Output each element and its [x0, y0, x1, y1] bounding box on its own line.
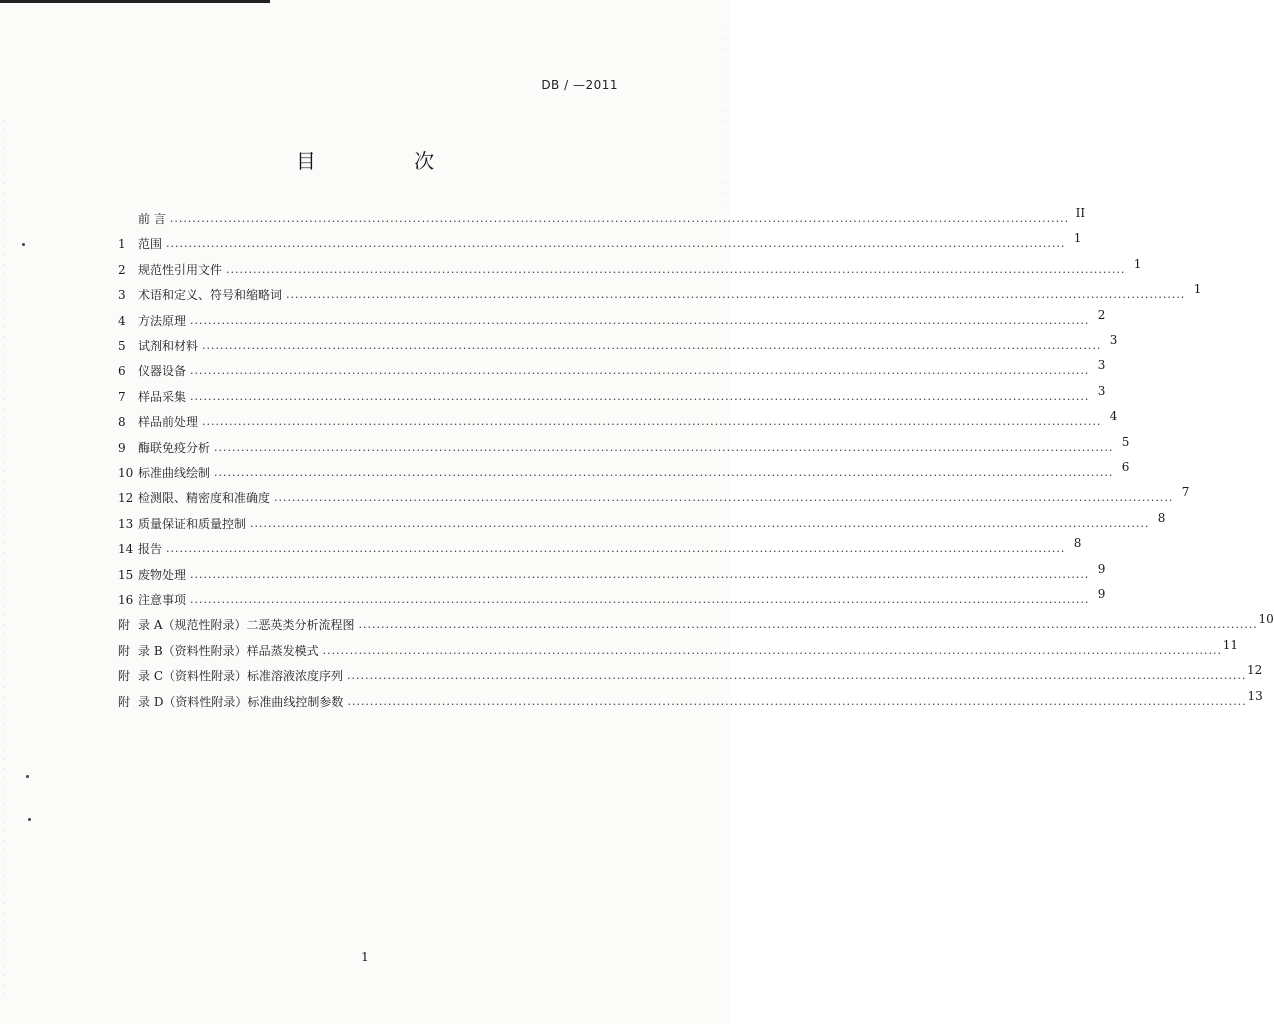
toc-entry-label: 酶联免疫分析: [138, 440, 211, 455]
toc-entry-label: 录 C（资料性附录）标准溶液浓度序列: [138, 669, 343, 684]
toc-entry[interactable]: [118, 535, 1082, 557]
toc-entry-number: 9: [118, 440, 126, 455]
toc-entry-number: 4: [118, 313, 126, 328]
toc-dot-leader: ........................................................................................................................................................................................................: [250, 516, 1150, 530]
scan-edge-noise: [722, 30, 723, 210]
toc-entry-page: 1: [1073, 231, 1082, 246]
toc-entry-page: 4: [1109, 409, 1118, 424]
toc-dot-leader: ........................................................................................................................................................................................................: [190, 313, 1090, 327]
toc-entry-number: 附: [118, 694, 131, 709]
scan-speck: [22, 243, 25, 246]
toc-dot-leader: ........................................................................................................................................................................................................: [322, 643, 1222, 657]
toc-dot-leader: ........................................................................................................................................................................................................: [202, 415, 1102, 429]
toc-dot-leader: ........................................................................................................................................................................................................: [190, 389, 1090, 403]
toc-entry-label: 仪器设备: [138, 364, 187, 379]
toc-entry-label: 方法原理: [138, 313, 187, 328]
toc-entry-label: 样品采集: [138, 389, 187, 404]
toc-entry-page: 8: [1157, 510, 1166, 525]
toc-entry-label: 术语和定义、符号和缩略词: [138, 288, 283, 303]
toc-entry[interactable]: [118, 561, 1106, 583]
toc-dot-leader: ........................................................................................................................................................................................................: [226, 262, 1126, 276]
toc-entry-label: 录 D（资料性附录）标准曲线控制参数: [138, 694, 344, 709]
toc-entry-label: 录 B（资料性附录）样品蒸发模式: [138, 643, 319, 658]
toc-entry-number: 5: [118, 339, 126, 353]
toc-dot-leader: ........................................................................................................................................................................................................: [286, 288, 1186, 302]
toc-entry-number: 7: [118, 389, 126, 404]
toc-entry-number: 附: [118, 669, 131, 684]
page-number: 1: [361, 950, 369, 964]
toc-entry-page: 2: [1097, 307, 1106, 322]
toc-entry-number: 6: [118, 364, 126, 379]
page-title: 目 次: [295, 149, 481, 173]
toc-entry-number: 8: [118, 415, 126, 430]
toc-entry[interactable]: [118, 230, 1082, 252]
standard-code: DB / —2011: [541, 78, 618, 92]
toc-entry-number: 12: [118, 491, 134, 506]
toc-dot-leader: ........................................................................................................................................................................................................: [190, 593, 1090, 606]
toc-entry-number: 15: [118, 567, 134, 582]
toc-entry-page: 10: [1258, 612, 1274, 627]
toc-entry-label: 录 A（规范性附录）二恶英类分析流程图: [138, 618, 355, 633]
toc-entry[interactable]: [118, 307, 1106, 329]
toc-entry[interactable]: [118, 205, 1086, 227]
toc-dot-leader: ........................................................................................................................................................................................................: [166, 237, 1066, 251]
toc-entry[interactable]: [118, 383, 1106, 405]
toc-entry-label: 标准曲线绘制: [138, 466, 211, 480]
toc-dot-leader: ........................................................................................................................................................................................................: [190, 567, 1090, 581]
toc-entry[interactable]: [118, 637, 1238, 659]
toc-entry-page: 11: [1222, 637, 1238, 652]
toc-dot-leader: ........................................................................................................................................................................................................: [190, 364, 1090, 378]
toc-entry-page: 9: [1097, 561, 1106, 576]
scan-speck: [26, 775, 29, 778]
toc-entry[interactable]: [118, 434, 1130, 456]
toc-entry[interactable]: [118, 332, 1118, 354]
toc-entry-page: 3: [1109, 333, 1118, 347]
toc-entry-page: 1: [1133, 256, 1142, 271]
toc-entry-number: 3: [118, 288, 126, 303]
toc-entry[interactable]: [118, 586, 1106, 608]
toc-dot-leader: ........................................................................................................................................................................................................: [214, 440, 1114, 454]
toc-entry[interactable]: [118, 408, 1118, 430]
toc-entry-number: 2: [118, 262, 126, 277]
toc-entry-label: 规范性引用文件: [138, 262, 223, 277]
toc-entry-label: 试剂和材料: [138, 339, 199, 353]
toc-dot-leader: ........................................................................................................................................................................................................: [347, 694, 1247, 708]
toc-entry-number: 1: [118, 237, 126, 252]
toc-entry-number: 附: [118, 643, 131, 658]
toc-entry-label: 报告: [138, 542, 163, 557]
toc-dot-leader: ........................................................................................................................................................................................................: [347, 669, 1247, 683]
toc-dot-leader: ........................................................................................................................................................................................................: [166, 542, 1066, 556]
toc-entry[interactable]: [118, 484, 1190, 506]
toc-entry-number: 14: [118, 542, 134, 557]
toc-entry-label: 注意事项: [138, 593, 187, 607]
toc-entry[interactable]: [118, 688, 1263, 710]
toc-entry-label: 检测限、精密度和准确度: [138, 491, 271, 506]
toc-entry-page: 12: [1247, 663, 1263, 678]
toc-entry[interactable]: [118, 281, 1202, 303]
toc-entry-number: 16: [118, 593, 134, 607]
toc-entry-page: 13: [1247, 688, 1263, 703]
toc-entry-page: II: [1075, 206, 1086, 220]
toc-entry[interactable]: [118, 662, 1263, 684]
toc-entry-number: 附: [118, 618, 131, 633]
toc-entry-page: 1: [1193, 282, 1202, 297]
toc-entry-page: 3: [1097, 358, 1106, 373]
toc-entry-label: 范围: [138, 237, 163, 252]
toc-entry-label: 前 言: [138, 212, 166, 226]
toc-entry-page: 5: [1121, 434, 1130, 449]
toc-entry-label: 质量保证和质量控制: [138, 516, 247, 531]
toc-entry-number: 13: [118, 516, 134, 531]
scan-edge-line: [0, 0, 270, 3]
toc-entry[interactable]: [118, 357, 1106, 379]
toc-entry-number: 10: [118, 466, 134, 480]
toc-entry[interactable]: [118, 611, 1274, 633]
toc-entry-page: 8: [1073, 536, 1082, 551]
toc-dot-leader: ........................................................................................................................................................................................................: [214, 466, 1114, 479]
toc-entry[interactable]: [118, 256, 1142, 278]
toc-entry-page: 6: [1121, 460, 1130, 474]
toc-entry[interactable]: [118, 459, 1130, 481]
toc-entry-label: 样品前处理: [138, 415, 199, 430]
scan-speck: [28, 818, 31, 821]
toc-dot-leader: ........................................................................................................................................................................................................: [274, 491, 1174, 505]
scan-edge-noise: [4, 120, 5, 1000]
toc-dot-leader: ........................................................................................................................................................................................................: [358, 618, 1258, 632]
toc-entry[interactable]: [118, 510, 1166, 532]
toc-dot-leader: ........................................................................................................................................................................................................: [169, 212, 1070, 225]
toc-entry-label: 废物处理: [138, 567, 187, 582]
toc-dot-leader: ........................................................................................................................................................................................................: [202, 339, 1102, 352]
toc-entry-page: 3: [1097, 383, 1106, 398]
toc-entry-page: 7: [1181, 485, 1190, 500]
toc-entry-page: 9: [1097, 587, 1106, 601]
